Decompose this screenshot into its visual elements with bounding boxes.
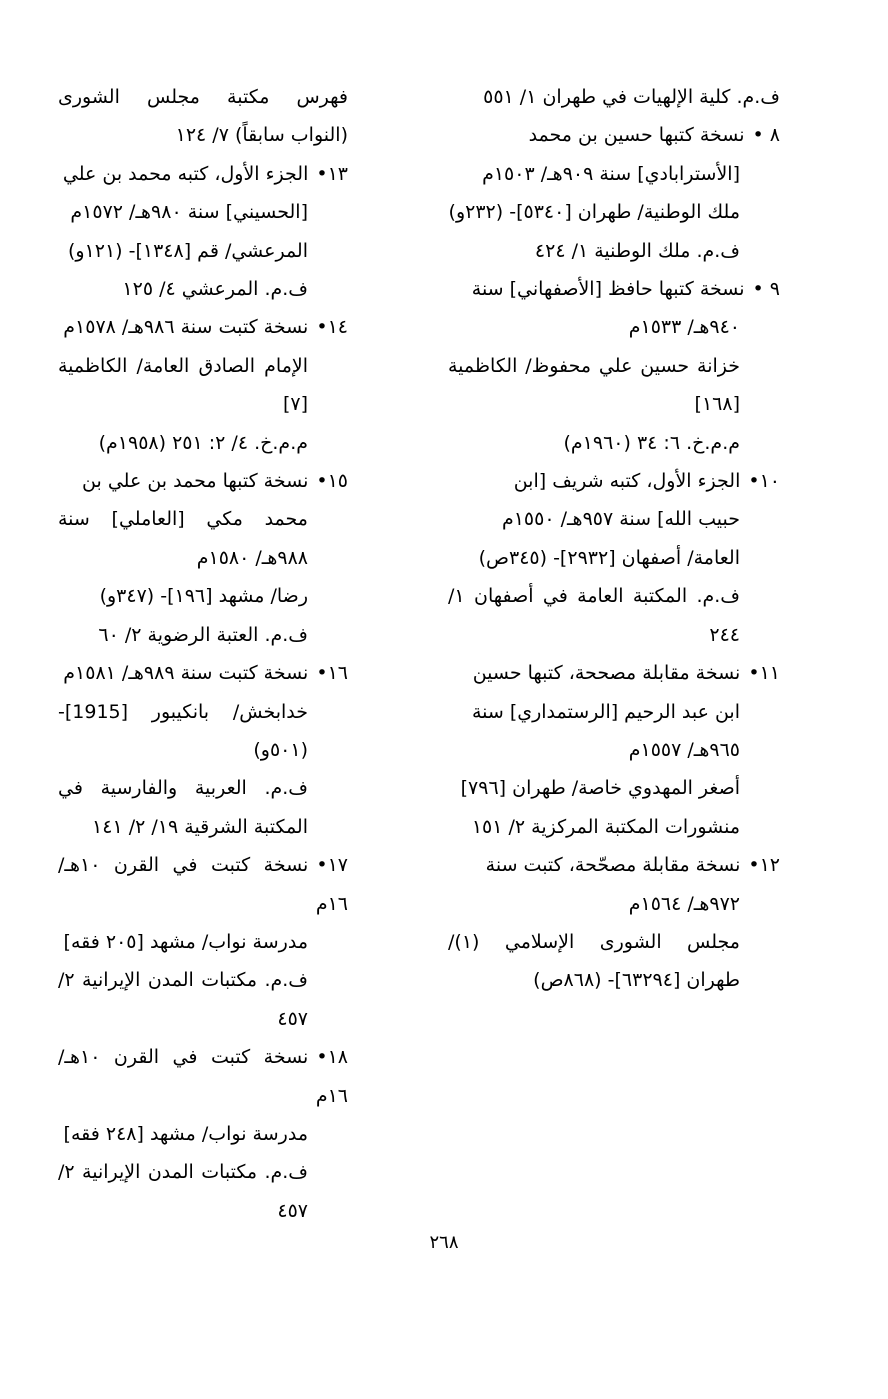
entry-heading-text: نسخة مقابلة مصحّحة، كتبت سنة — [485, 854, 741, 877]
entry-line: ابن عبد الرحيم [الرستمداري] سنة — [471, 700, 740, 723]
entry-continuation — [448, 78, 780, 116]
entry-number: ١٢• — [748, 854, 780, 877]
entry-first-line — [448, 116, 780, 154]
entry-line: [الأسترابادي] سنة ٩٠٩هـ/ ١٥٠٣م — [482, 162, 740, 185]
manuscript-entry — [58, 308, 348, 462]
entry-line: محمد مكي [العاملي] سنة ٩٨٨هـ/ ١٥٨٠م — [58, 508, 308, 569]
entry-line: ملك الوطنية/ طهران [٥٣٤٠]- (٢٣٢و) — [448, 201, 740, 224]
entry-first-line — [448, 462, 780, 500]
right-column — [448, 78, 780, 1000]
entry-heading-text: نسخة كتبت في القرن ١٠هـ/ ١٦م — [58, 854, 348, 915]
entry-line: ف.م. مكتبات المدن الإيرانية ٢/ ٤٥٧ — [58, 1161, 308, 1222]
entry-line: ف.م. العتبة الرضوية ٢/ ٦٠ — [98, 623, 308, 646]
entry-first-line — [58, 654, 348, 692]
entry-line: حبيب الله] سنة ٩٥٧هـ/ ١٥٥٠م — [501, 508, 740, 531]
entry-line: ف.م. المرعشي ٤/ ١٢٥ — [122, 278, 308, 301]
entry-line: خدابخش/ بانكيبور [1915]- (٥٠١و) — [58, 700, 308, 761]
entry-heading-text: نسخة مقابلة مصححة، كتبها حسين — [472, 662, 741, 685]
entry-first-line — [58, 308, 348, 346]
entry-line: المرعشي/ قم [١٣٤٨]- (١٢١و) — [67, 239, 308, 262]
manuscript-entry — [448, 116, 780, 270]
entry-line: خزانة حسين علي محفوظ/ الكاظمية [١٦٨] — [448, 354, 740, 416]
entry-heading-text: نسخة كتبها محمد بن علي بن — [82, 470, 309, 493]
entry-heading-text: نسخة كتبت سنة ٩٨٩هـ/ ١٥٨١م — [63, 662, 309, 685]
entry-first-line — [448, 270, 780, 308]
entry-continuation — [58, 78, 348, 155]
entry-line: ف.م. ملك الوطنية ١/ ٤٢٤ — [534, 239, 740, 262]
entry-line: الإمام الصادق العامة/ الكاظمية [٧] — [58, 354, 308, 416]
entry-line: منشورات المكتبة المركزية ٢/ ١٥١ — [471, 815, 740, 838]
entry-line: رضا/ مشهد [١٩٦]- (٣٤٧و) — [99, 585, 308, 608]
entry-number: ٩ • — [752, 278, 780, 301]
entry-line: ٩٤٠هـ/ ١٥٣٣م — [628, 316, 740, 339]
entry-first-line — [448, 846, 780, 884]
entry-first-line — [58, 1038, 348, 1115]
entry-number: ٨ • — [752, 124, 780, 147]
entry-first-line — [448, 654, 780, 692]
entry-number: ١٦• — [316, 662, 348, 685]
entry-line: أصغر المهدوي خاصة/ طهران [٧٩٦] — [460, 777, 740, 800]
entry-number: ١٥• — [316, 470, 348, 493]
entry-line: ٩٦٥هـ/ ١٥٥٧م — [628, 738, 740, 761]
entry-line: مدرسة نواب/ مشهد [٢٤٨ فقه] — [63, 1122, 308, 1145]
entry-line: م.م.خ. ٤/ ٢: ٢٥١ (١٩٥٨م) — [98, 431, 308, 454]
entry-heading-text: الجزء الأول، كتبه محمد بن علي — [62, 162, 309, 185]
entry-line: العامة/ أصفهان [٢٩٣٢]- (٣٤٥ص) — [478, 546, 740, 569]
entry-line: [الحسيني] سنة ٩٨٠هـ/ ١٥٧٢م — [70, 201, 308, 224]
entry-line: ف.م. كلية الإلهيات في طهران ١/ ٥٥١ — [483, 86, 780, 108]
page-number: ٢٦٨ — [429, 1232, 459, 1253]
entry-line: فهرس مكتبة مجلس الشورى (النواب سابقاً) ٧/ ١٢٤ — [58, 86, 348, 147]
entry-number: ١٤• — [316, 316, 348, 339]
entry-line: ف.م. المكتبة العامة في أصفهان ١/ ٢٤٤ — [448, 585, 740, 646]
manuscript-entry — [448, 462, 780, 654]
manuscript-entry — [58, 155, 348, 309]
entry-line: مدرسة نواب/ مشهد [٢٠٥ فقه] — [63, 930, 308, 953]
manuscript-entry — [58, 1038, 348, 1230]
manuscript-entry — [448, 270, 780, 462]
entry-heading-text: نسخة كتبها حسين بن محمد — [528, 124, 745, 147]
entry-line: ٩٧٢هـ/ ١٥٦٤م — [628, 892, 740, 915]
entry-number: ١٣• — [316, 162, 348, 185]
manuscript-entry — [448, 846, 780, 1000]
manuscript-entry — [58, 654, 348, 846]
entry-number: ١١• — [748, 662, 780, 685]
entry-heading-text: نسخة كتبها حافظ [الأصفهاني] سنة — [471, 278, 745, 301]
left-column — [58, 78, 348, 1230]
entry-heading-text: نسخة كتبت سنة ٩٨٦هـ/ ١٥٧٨م — [63, 316, 309, 339]
entry-line: ف.م. العربية والفارسية في المكتبة الشرقية ١٩/ ٢/ ١٤١ — [58, 777, 308, 838]
entry-heading-text: الجزء الأول، كتبه شريف [ابن — [513, 470, 741, 493]
entry-line: م.م.خ. ٦: ٣٤ (١٩٦٠م) — [563, 431, 740, 454]
manuscript-entry — [448, 654, 780, 846]
manuscript-entry — [58, 462, 348, 654]
entry-line: مجلس الشورى الإسلامي (١)/ طهران [٦٣٢٩٤]- (٨٦٨ص) — [448, 930, 740, 992]
entry-first-line — [58, 462, 348, 500]
entry-number: ١٨• — [316, 1046, 348, 1069]
entry-heading-text: نسخة كتبت في القرن ١٠هـ/ ١٦م — [58, 1046, 348, 1107]
manuscript-entry — [58, 846, 348, 1038]
entry-line: ف.م. مكتبات المدن الإيرانية ٢/ ٤٥٧ — [58, 969, 308, 1030]
entry-number: ١٧• — [316, 854, 348, 877]
entry-number: ١٠• — [748, 470, 780, 493]
entry-first-line — [58, 155, 348, 193]
entry-first-line — [58, 846, 348, 923]
